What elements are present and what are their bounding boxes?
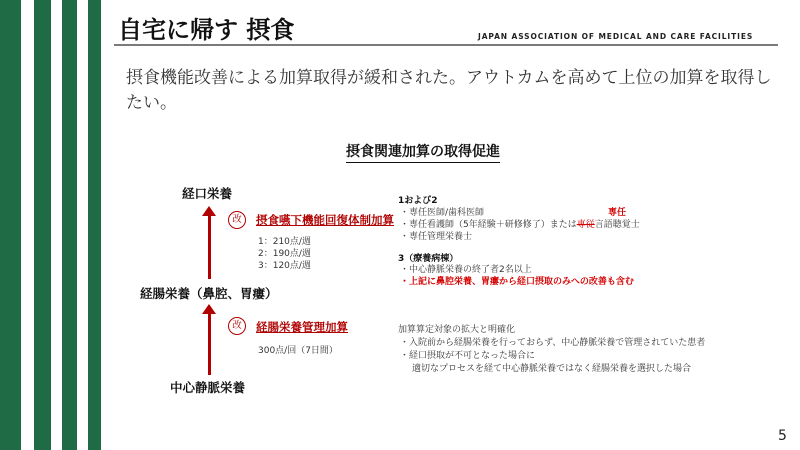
- points-line: 2：190点/週: [258, 249, 311, 259]
- arrow-shaft: [208, 313, 211, 375]
- notes-line: ・入院前から経腸栄養を行っておらず、中心静脈栄養で管理されていた患者: [400, 338, 706, 348]
- notes-line-highlight: ・上記に鼻腔栄養、胃瘻から経口摂取のみへの改善も含む: [400, 277, 634, 287]
- struck-text: 専従: [576, 220, 595, 230]
- notes-line: ・経口摂取が不可となった場合に: [400, 351, 536, 361]
- page-number: 5: [778, 428, 787, 444]
- association-name: JAPAN ASSOCIATION OF MEDICAL AND CARE FACILITIES: [478, 32, 754, 41]
- decorative-stripe: [62, 0, 77, 450]
- stage-parenteral-nutrition: 中心静脈栄養: [170, 380, 246, 395]
- notes-line: ・専任医師/歯科医師: [400, 208, 485, 218]
- notes-line: 加算算定対象の拡大と明確化: [398, 325, 516, 335]
- points-line: 1：210点/週: [258, 237, 311, 247]
- revised-badge: 改: [228, 317, 246, 335]
- decorative-stripe: [34, 0, 51, 450]
- points-line: 3：120点/週: [258, 261, 311, 271]
- arrow-shaft: [208, 215, 211, 279]
- notes-line: [400, 219, 640, 231]
- notes-heading: 1および2: [398, 196, 438, 206]
- notes-line: 適切なプロセスを経て中心静脈栄養ではなく経腸栄養を選択した場合: [412, 364, 692, 374]
- decorative-stripe: [88, 0, 101, 450]
- notes-line: ・中心静脈栄養の終了者2名以上: [400, 265, 532, 275]
- addon-dysphagia-recovery: 摂食嚥下機能回復体制加算: [256, 213, 394, 227]
- correction-text: 専任: [608, 208, 627, 218]
- notes-line: ・専任管理栄養士: [400, 232, 473, 242]
- stage-enteral-nutrition: 経腸栄養（鼻腔、胃瘻）: [140, 286, 278, 301]
- points-line: 300点/回（7日間）: [258, 346, 338, 356]
- section-title: 摂食関連加算の取得促進: [346, 141, 500, 163]
- addon-enteral-management: 経腸栄養管理加算: [256, 320, 348, 334]
- slide-title: 自宅に帰す 摂食: [118, 16, 295, 44]
- notes-text: 言語聴覚士: [594, 220, 640, 230]
- stage-oral-nutrition: 経口栄養: [182, 186, 233, 201]
- decorative-stripe: [0, 0, 21, 450]
- notes-heading: 3（療養病棟）: [398, 254, 459, 264]
- revised-badge: 改: [228, 211, 246, 229]
- intro-text: 摂食機能改善による加算取得が緩和された。アウトカムを高めて上位の加算を取得したい。: [126, 68, 772, 113]
- notes-text: ・専任看護師（5年経験＋研修修了）または: [400, 220, 577, 230]
- header-divider: [114, 44, 778, 46]
